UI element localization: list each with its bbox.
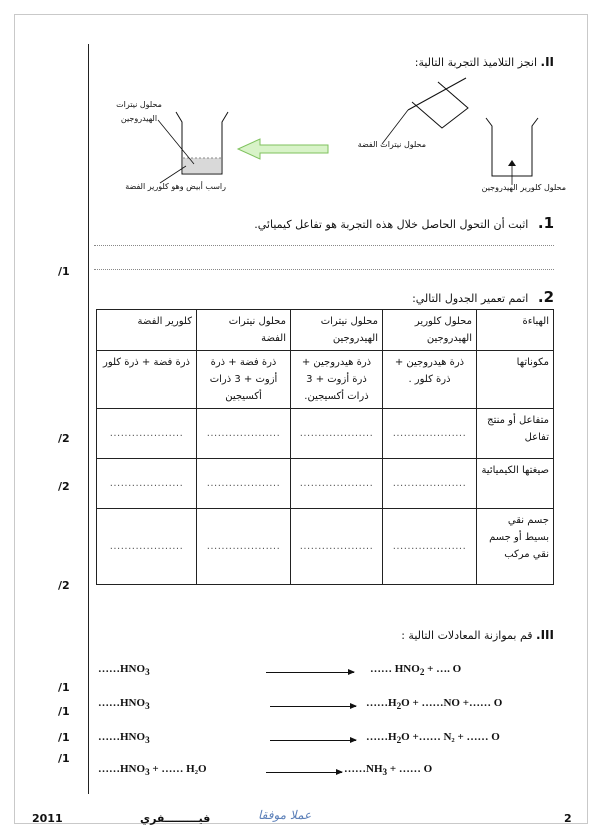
left-beaker: [176, 112, 228, 174]
row-label: متفاعل أو منتج تفاعل: [477, 409, 554, 459]
blank-cell[interactable]: ....................: [97, 509, 197, 585]
blank-cell[interactable]: ....................: [291, 409, 383, 459]
left-label-pointer: [158, 120, 194, 164]
header-cell: محلول نيترات الهيدروجين: [291, 310, 383, 351]
question-1: [254, 214, 554, 232]
question-2-text: اتمم تعمير الجدول التالي:: [412, 292, 529, 305]
answer-line-1[interactable]: [94, 245, 554, 246]
blank-cell[interactable]: ....................: [197, 459, 291, 509]
label-hydrochloric: محلول كلورير الهيدروجين: [481, 183, 566, 192]
label-nitric-acid: محلول نيترات الهيدروجين: [116, 100, 162, 123]
footer-month: فيـــــــــفري: [140, 812, 211, 825]
page-number: 2: [564, 812, 572, 825]
experiment-figure: [90, 70, 560, 200]
eq2-reactant: $\dots\dots HNO_3$: [98, 697, 150, 712]
eq4-arrow-icon: [266, 772, 342, 773]
score-eq3: /1: [58, 731, 70, 744]
blank-cell[interactable]: ....................: [383, 509, 477, 585]
score-eq1: /1: [58, 681, 70, 694]
label-silver-nitrate: محلول نيترات الفضة: [357, 140, 426, 149]
section-2-text: انجز التلاميذ التجربة التالية:: [414, 56, 537, 69]
header-cell: محلول كلورير الهيدروجين: [383, 310, 477, 351]
blank-cell[interactable]: ....................: [291, 509, 383, 585]
green-arrow-icon: [238, 139, 328, 159]
section-3-title: [401, 628, 554, 642]
score-eq4: /1: [58, 752, 70, 765]
section-2-number: II.: [540, 55, 554, 69]
section-3-number: III.: [536, 628, 554, 642]
question-2-number: 2.: [537, 288, 554, 306]
score-formula: /2: [58, 480, 70, 493]
blank-cell[interactable]: ....................: [97, 459, 197, 509]
blank-cell[interactable]: ....................: [197, 409, 291, 459]
eq4-products: $\dots\dots NH_3$ + …… O: [344, 763, 433, 778]
table-row-components: [97, 351, 554, 409]
score-pure: /2: [58, 579, 70, 592]
score-reactant: /2: [58, 432, 70, 445]
header-cell: كلورير الفضة: [97, 310, 197, 351]
header-cell: محلول نيترات الفضة: [197, 310, 291, 351]
table-row-formula: [97, 459, 554, 509]
margin-line: [88, 44, 89, 794]
row-label: مكوناتها: [477, 351, 554, 409]
blank-cell[interactable]: ....................: [197, 509, 291, 585]
blank-cell[interactable]: ....................: [383, 409, 477, 459]
score-eq2: /1: [58, 705, 70, 718]
question-2: [412, 288, 554, 306]
answer-line-2[interactable]: [94, 269, 554, 270]
eq2-arrow-icon: [270, 706, 356, 707]
question-1-number: 1.: [537, 214, 554, 232]
eq3-reactant: $\dots\dots HNO_3$: [98, 731, 150, 746]
header-cell: الهباءة: [477, 310, 554, 351]
eq1-arrow-icon: [266, 672, 354, 673]
eq3-products: $\dots\dots H_2O$ +…… N₂ + …… O: [366, 731, 500, 746]
table-cell: ذرة فضة + ذرة كلور: [97, 351, 197, 409]
eq3-arrow-icon: [270, 740, 356, 741]
right-beaker: [486, 118, 538, 185]
footer-year: 2011: [32, 812, 63, 825]
blank-cell[interactable]: ....................: [291, 459, 383, 509]
row-label: جسم نقي بسيط أو جسم نقي مركب: [477, 509, 554, 585]
footer-site-logo: عملا موفقا: [258, 808, 312, 822]
blank-cell[interactable]: ....................: [97, 409, 197, 459]
score-q1: /1: [58, 265, 70, 278]
table-row-pure: [97, 509, 554, 585]
label-precipitate: راسب أبيض وهو كلورير الفضة: [125, 182, 226, 191]
table-row-reactant: [97, 409, 554, 459]
table-cell: ذرة هيدروجين + ذرة أزوت + 3 ذرات أكسيجين.: [291, 351, 383, 409]
section-2-title: [415, 55, 554, 69]
precipitate: [183, 158, 221, 173]
eq1-products: …… $HNO_2$ + …. O: [370, 663, 462, 678]
eq2-products: $\dots\dots H_2O$ + ……NO +…… O: [366, 697, 503, 712]
table-cell: ذرة فضة + ذرة أزوت + 3 ذرات أكسيجين: [197, 351, 291, 409]
question-1-text: اثبت أن التحول الحاصل خلال هذه التجربة هو تفاعل كيميائي.: [254, 218, 529, 231]
table-header-row: [97, 310, 554, 351]
section-3-text: قم بموازنة المعادلات التالية :: [401, 629, 533, 642]
table-cell: ذرة هيدروجين + ذرة كلور .: [383, 351, 477, 409]
row-label: صيغتها الكيميائية: [477, 459, 554, 509]
substances-table: [96, 309, 554, 585]
pouring-tube: [382, 78, 468, 144]
blank-cell[interactable]: ....................: [383, 459, 477, 509]
eq1-reactant: $\dots\dots HNO_3$: [98, 663, 150, 678]
eq4-reactants: $\dots\dots HNO_3$ + …… H₂O: [98, 763, 207, 778]
